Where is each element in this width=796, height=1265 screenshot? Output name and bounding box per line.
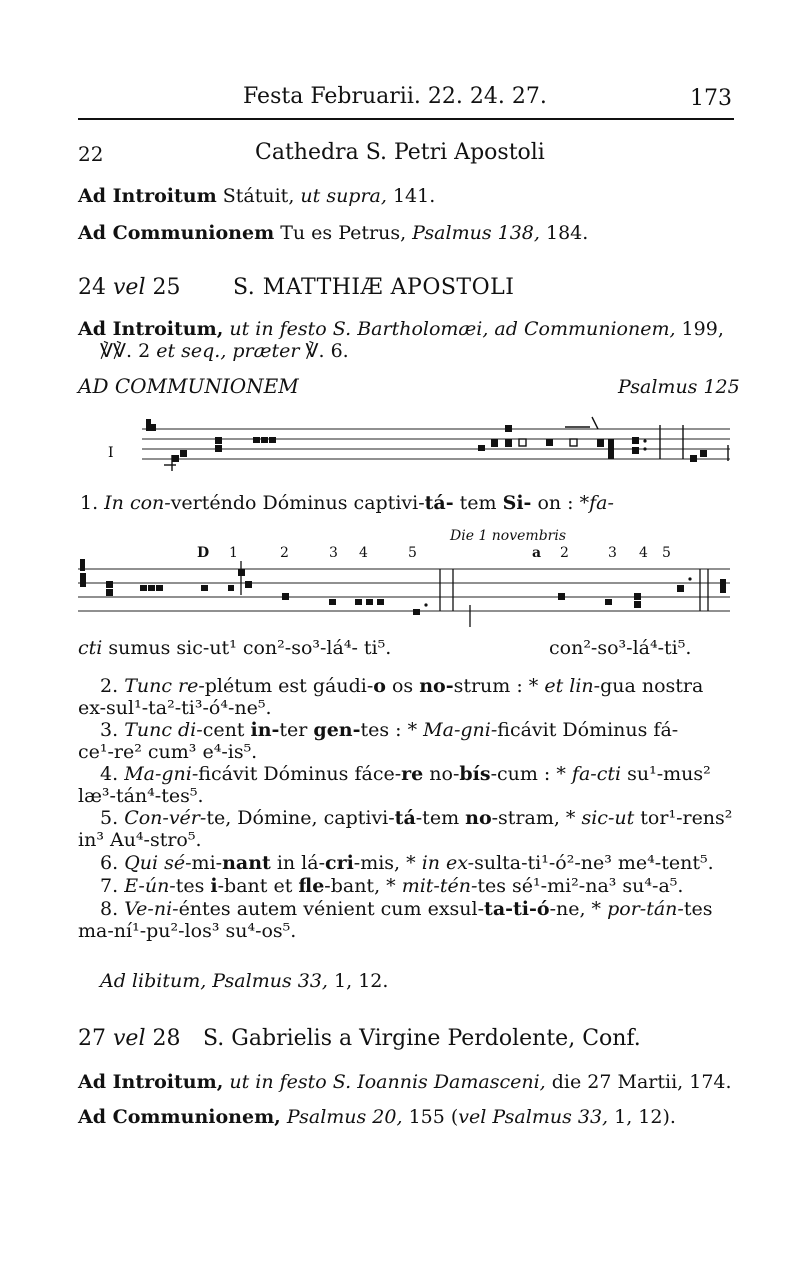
verse-2: 2. Tunc re-plétum est gáudi-o os no-strum : * et lin-gua nostra ex-sul¹-ta²-ti³-ó⁴-ne⁵. — [78, 675, 704, 719]
marker-3b: 3 — [608, 545, 617, 561]
chant-staff-1 — [0, 395, 796, 485]
feast-27-introit: Ad Introitum, ut in festo S. Ioannis Damasceni, die 27 Martii, 174. — [78, 1071, 732, 1093]
feast-24-date: 24 vel 25 — [78, 275, 181, 300]
feast-22-introit: Ad Introitum Státuit, ut supra, 141. — [78, 185, 436, 207]
marker-4: 4 — [359, 545, 368, 561]
marker-5b: 5 — [662, 545, 671, 561]
chant-staff-2 — [0, 555, 796, 635]
feast-24-introit-cont: ℣℣. 2 et seq., præter ℣. 6. — [100, 340, 349, 362]
marker-5: 5 — [408, 545, 417, 561]
verse-8: 8. Ve-ni-éntes autem vénient cum exsul-ta-ti-ó-ne, * por-tán-tes ma-ní¹-pu²-los³ su⁴-os⁵. — [78, 898, 713, 942]
feast-24-introit: Ad Introitum, ut in festo S. Bartholomæi, ad Communionem, 199, — [78, 318, 724, 340]
marker-1: 1 — [229, 545, 238, 561]
page-number: 173 — [690, 86, 732, 111]
psalm-reference: Psalmus 125 — [618, 376, 740, 398]
feast-22-communion: Ad Communionem Tu es Petrus, Psalmus 138, 184. — [78, 222, 589, 244]
ad-libitum: Ad libitum, Psalmus 33, 1, 12. — [100, 970, 389, 992]
running-title: Festa Februarii. 22. 24. 27. — [243, 84, 547, 109]
verse-3: 3. Tunc di-cent in-ter gen-tes : * Ma-gni-ficávit Dóminus fá- ce¹-re² cum³ e⁴-is⁵. — [78, 719, 679, 763]
introit-label: Ad Introitum, — [78, 1071, 224, 1093]
introit-label: Ad Introitum, — [78, 318, 224, 340]
communion-label: Ad Communionem, — [78, 1106, 281, 1128]
feast-27-communion: Ad Communionem, Psalmus 20, 155 (vel Psalmus 33, 1, 12). — [78, 1106, 676, 1128]
verse-6: 6. Qui sé-mi-nant in lá-cri-mis, * in ex-sulta-ti¹-ó²-ne³ me⁴-tent⁵. — [100, 852, 714, 874]
verse-7: 7. E-ún-tes i-bant et fle-bant, * mit-tén-tes sé¹-mi²-na³ su⁴-a⁵. — [100, 875, 684, 897]
feast-27-date: 27 vel 28 — [78, 1026, 181, 1051]
feast-24-title: S. MATTHIÆ APOSTOLI — [233, 275, 515, 300]
marker-D: D — [197, 545, 210, 561]
marker-a: a — [532, 545, 542, 561]
marker-3: 3 — [329, 545, 338, 561]
chant-text-line-2: cti sumus sic-ut¹ con²-so³-lá⁴- ti⁵. — [78, 637, 392, 659]
communion-label: Ad Communionem — [78, 222, 275, 244]
marker-4b: 4 — [639, 545, 648, 561]
verse-5: 5. Con-vér-te, Dómine, captivi-tá-tem no-stram, * sic-ut tor¹-rens² in³ Au⁴-stro⁵. — [78, 807, 733, 851]
marker-2: 2 — [280, 545, 289, 561]
feast-22-date: 22 — [78, 142, 104, 166]
svg-text:I: I — [108, 445, 114, 461]
die-novembris-note: Die 1 novembris — [450, 528, 567, 544]
feast-22-title: Cathedra S. Petri Apostoli — [255, 140, 545, 165]
verse-4: 4. Ma-gni-ficávit Dóminus fáce-re no-bís-cum : * fa-cti su¹-mus² læ³-tán⁴-tes⁵. — [78, 763, 711, 807]
chant-text-line-2-right: con²-so³-lá⁴-ti⁵. — [549, 637, 692, 659]
introit-label: Ad Introitum — [78, 185, 217, 207]
chant-text-line-1: 1. In con-verténdo Dóminus captivi-tá- tem Si- on : *fa- — [80, 492, 614, 514]
feast-27-title: S. Gabrielis a Virgine Perdolente, Conf. — [203, 1026, 641, 1051]
header-rule — [78, 118, 734, 120]
marker-2b: 2 — [560, 545, 569, 561]
ad-communionem-heading: AD COMMUNIONEM — [78, 374, 299, 398]
